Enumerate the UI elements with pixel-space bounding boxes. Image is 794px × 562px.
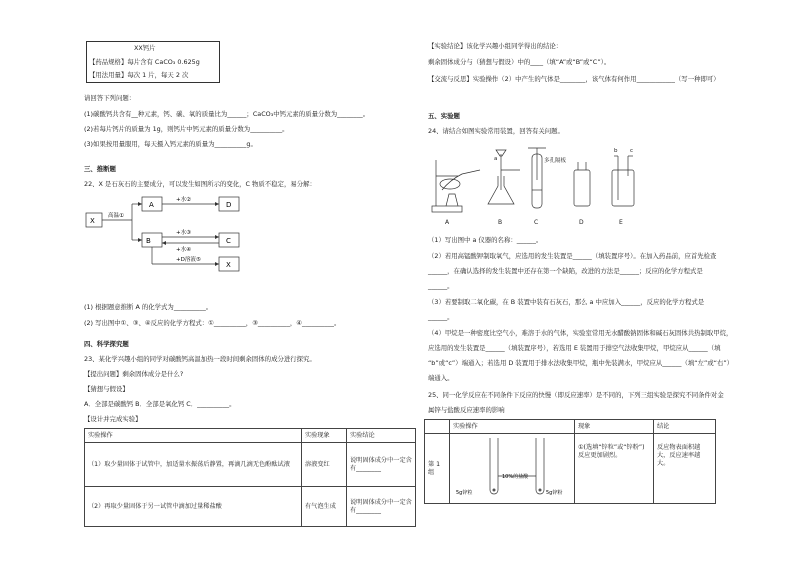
mark-b: b (614, 148, 618, 154)
table23-r1-op: （1）取少量固体于试管中，加适量水振荡后静置，再滴几滴无色酚酞试液 (85, 443, 302, 487)
table25-op-figure (450, 434, 575, 504)
q-intro: 请回答下列问题： (84, 94, 136, 102)
apparatus-label-b: B (498, 219, 503, 226)
table25-conclusion: 反应物表面积越大，反应速率越大。 (654, 434, 716, 504)
table25-head-empty (425, 420, 450, 434)
apparatus-label-a: A (445, 219, 450, 226)
node-b (142, 233, 162, 247)
table23-head-phen: 实验现象 (302, 429, 347, 443)
p24-q3b: ______。 (428, 313, 454, 321)
p24-q3a: （3）若要制取二氧化碳，在 B 装置中装有石灰石，那么 a 中应加入______，反应的化学方程式是 (428, 298, 705, 306)
zinc-granule-label: 5g锌粒 (456, 490, 473, 497)
table23-head-concl: 实验结论 (347, 429, 416, 443)
p23-5: 【设计并完成实验】 (84, 415, 142, 423)
p22-q1: (1) 根据题意推断 A 的化学式为__________。 (84, 303, 213, 311)
section4-title: 四、科学探究题 (84, 340, 129, 348)
table23-r2-concl: 说明固体成分中一定含有________ (347, 487, 416, 527)
node-d-label: D (226, 201, 232, 209)
table23-r1-concl: 说明固体成分中一定含有________ (347, 443, 416, 487)
node-a-label: A (149, 201, 154, 209)
experiment-table-25 (424, 419, 716, 504)
zinc-powder-label: 5g锌粉 (546, 490, 563, 497)
node-c-label: C (226, 237, 231, 245)
table25-head-op: 实验操作 (450, 420, 575, 434)
p22-q2: (2) 写出图中①、③、④反应的化学方程式：①__________，③__________，④__________。 (84, 319, 341, 327)
p24-q2b: ______，在确认选择的发生装置中还存在第一个缺陷，改进的方法是______；反应的化学方程式是 (428, 267, 703, 275)
table23-r2-op: （2）再取少量固体于另一试管中滴加过量稀盐酸 (85, 487, 302, 527)
calcium-usage: 【用法用量】每次 1 片，每天 2 次 (89, 71, 189, 79)
r-conclusion-2: 剩余固体成分与（猜想与假设）中的____（填“A”或“B”或“C”）。 (428, 58, 611, 66)
p24-intro: 24、请结合如图实验常用装置，回答有关问题。 (428, 127, 564, 135)
section5-title: 五、实验题 (428, 112, 460, 120)
p24-q4b: 应选用的发生装置是______（填装置序号），若选用 E 装置用于排空气法收集甲烷，甲烷应从______（填 (428, 344, 721, 352)
mark-a: a (494, 156, 498, 162)
p24-q1: （1）写出图中 a 仪器的名称：______。 (428, 236, 543, 244)
apparatus-label-d: D (579, 219, 584, 226)
q3-text: (3)如果按用量服用，每天摄入钙元素的质量为__________g。 (84, 140, 257, 148)
p24-q4c: “b”或“c”）端通入；若选用 D 装置用于排水法收集甲烷，瓶中先装满水，甲烷应从______（填“左”或“右”） (428, 359, 734, 367)
cond-d-solution: +D溶液⑤ (176, 257, 201, 263)
cond-high-temp: 高温① (108, 213, 124, 219)
section3-title: 三、推断题 (84, 165, 116, 173)
node-x-label: X (90, 217, 95, 225)
p24-q4a: （4）甲烷是一种密度比空气小，难溶于水的气体，实验室常用无水醋酸钠固体和碱石灰固体共热制取甲烷， (428, 329, 733, 337)
cond-water4: +水④ (176, 247, 192, 253)
p24-q2c: ______。 (428, 282, 454, 290)
table25-head-concl: 结论 (654, 420, 716, 434)
table25-phenomenon: ①(选填“锌粒”或“锌粉”)反应更加剧烈。 (575, 434, 654, 504)
node-d2-label: X (226, 261, 231, 269)
p25a: 25、同一化学反应在不同条件下反应的快慢（即反应速率）是不同的，下列三组实验是探究不同条件对金 (428, 391, 724, 399)
p23-1: 23、某化学兴趣小组的同学对碳酸钙高温加热一段时间剩余固体的成分进行探究。 (84, 355, 316, 363)
experiment-table-23 (84, 428, 416, 527)
p23-4: A．全部是碳酸钙 B．全部是氧化钙 C．__________。 (84, 400, 236, 408)
p22-text: 22、X 是石灰石的主要成分，可以发生如图所示的变化，C 物质不稳定，易分解： (84, 180, 316, 188)
test-tubes-figure (450, 434, 568, 500)
mark-c: c (630, 148, 634, 154)
calcium-title: XX钙片 (134, 44, 156, 52)
table23-head-op: 实验操作 (85, 429, 302, 443)
cond-water3: +水③ (176, 230, 192, 236)
p24-q4d: 端通入。 (428, 374, 454, 382)
table25-head-phen: 现象 (575, 420, 654, 434)
apparatus-figure (428, 140, 648, 228)
node-b-label: B (146, 237, 151, 245)
p23-3: 【猜想与假设】 (84, 385, 129, 393)
calcium-spec: 【药品规格】每片含有 CaCO₃ 0.625g (89, 58, 200, 66)
p24-q2a: （2）若用高锰酸钾制取氧气，应选用的发生装置是______（填装置序号）。在加入药品前，应首先检查 (428, 252, 717, 260)
r-conclusion: 【实验结论】该化学兴趣小组同学得出的结论： (428, 42, 563, 50)
inference-diagram (84, 193, 254, 278)
table23-r1-phen: 溶液变红 (302, 443, 347, 487)
r-reflection: 【交流与反思】实验操作（2）中产生的气体是________，该气体有何作用____________（写一种即可） (428, 75, 720, 83)
q2-text: (2)若每片钙片的质量为 1g，则钙片中钙元素的质量分数为__________。 (84, 125, 289, 133)
table23-r2-phen: 有气泡生成 (302, 487, 347, 527)
porous-plate-label: 多孔隔板 (544, 158, 567, 164)
apparatus-label-c: C (534, 219, 539, 226)
cond-water2: +水② (176, 197, 192, 203)
apparatus-label-e: E (619, 219, 623, 226)
p23-2: 【提出问题】剩余固体成分是什么? (84, 370, 184, 378)
table25-row-label: 第 1 组 (425, 434, 450, 504)
p25b: 属锌与盐酸反应速率的影响 (428, 406, 505, 414)
hcl-label: 10%的盐酸 (502, 474, 529, 481)
q1-text: (1)碳酸钙共含有__种元素，钙、碳、氧的质量比为______；CaCO₃中钙元素的质量分数为________。 (84, 110, 370, 118)
